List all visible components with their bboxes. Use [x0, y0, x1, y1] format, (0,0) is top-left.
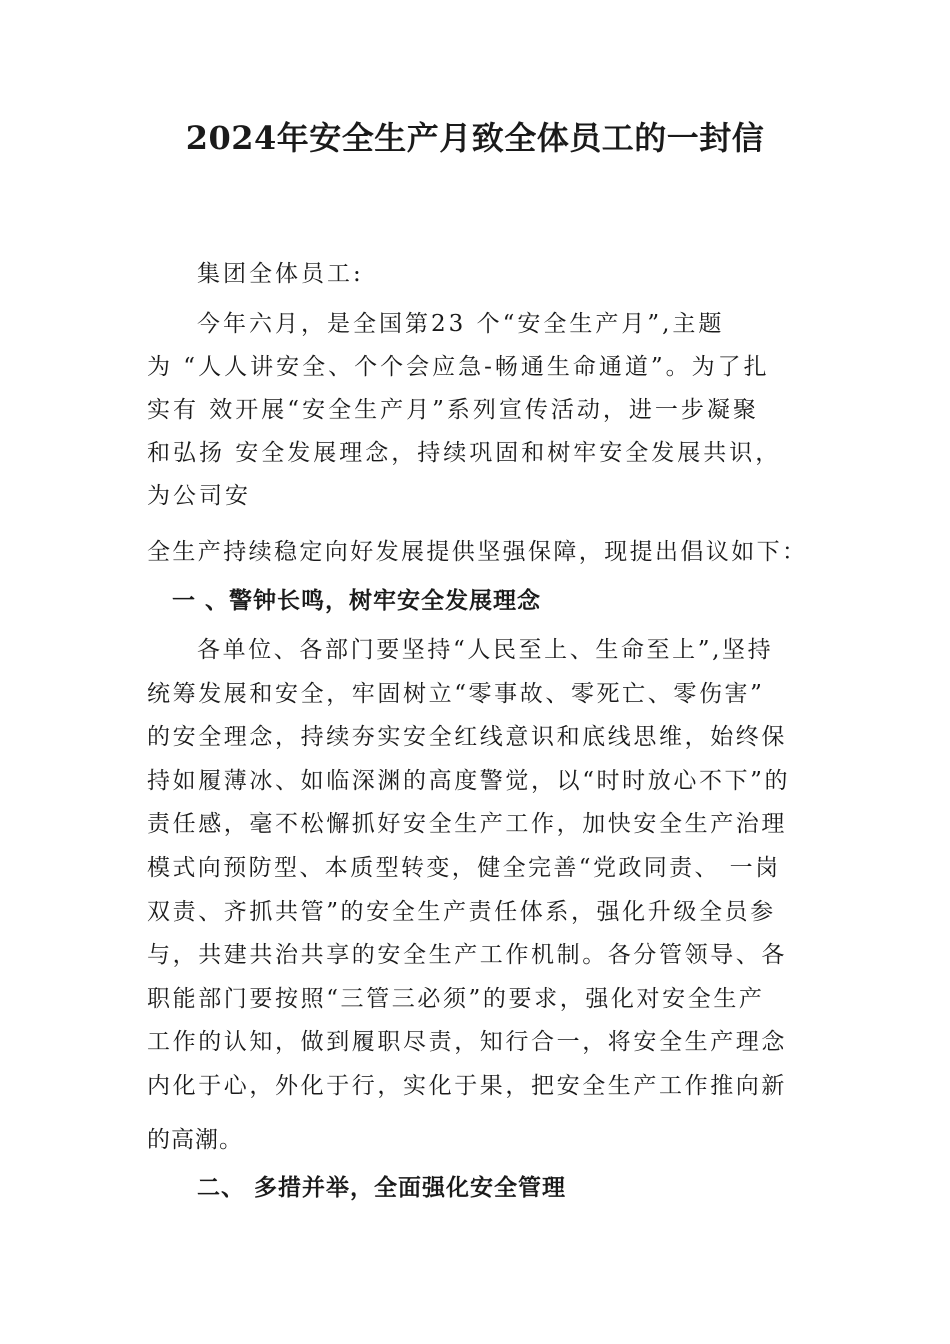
section-1-line: 工作的认知，做到履职尽责，知行合一，将安全生产理念 [147, 1029, 787, 1055]
intro-line: 全生产持续稳定向好发展提供坚强保障，现提出倡议如下： [147, 539, 808, 565]
section-1-line: 统筹发展和安全，牢固树立“零事故、零死亡、零伤害” [147, 681, 765, 707]
section-1-line: 职能部门要按照“三管三必须”的要求，强化对安全生产 [147, 986, 765, 1012]
intro-line: 为公司安 [147, 483, 251, 509]
document-title: 2024年安全生产月致全体员工的一封信 [185, 119, 765, 157]
section-1-line: 内化于心，外化于行，实化于果，把安全生产工作推向新 [147, 1073, 787, 1099]
section-1-line: 责任感，毫不松懈抓好安全生产工作，加快安全生产治理 [147, 811, 787, 837]
intro-line: 今年六月，是全国第23 个“安全生产月”,主题 [197, 311, 725, 337]
section-2-heading: 二、 多措并举，全面强化安全管理 [197, 1175, 567, 1201]
section-1-line: 持如履薄冰、如临深渊的高度警觉，以“时时放心不下”的 [147, 768, 791, 794]
section-1-line: 的高潮。 [147, 1127, 243, 1153]
section-1-line: 与，共建共治共享的安全生产工作机制。各分管领导、各 [147, 942, 787, 968]
section-1-heading: 一 、警钟长鸣，树牢安全发展理念 [172, 588, 542, 614]
section-1-line: 各单位、各部门要坚持“人民至上、生命至上”,坚持 [197, 637, 774, 663]
intro-line: 实有 效开展“安全生产月”系列宣传活动，进一步凝聚 [147, 397, 759, 423]
salutation: 集团全体员工: [197, 261, 364, 287]
section-1-line: 的安全理念，持续夯实安全红线意识和底线思维，始终保 [147, 724, 787, 750]
intro-line: 为 “人人讲安全、个个会应急-畅通生命通道”。为了扎 [147, 354, 770, 380]
section-1-line: 双责、齐抓共管”的安全生产责任体系，强化升级全员参 [147, 899, 776, 925]
intro-line: 和弘扬 安全发展理念，持续巩固和树牢安全发展共识， [147, 440, 782, 466]
section-1-line: 模式向预防型、本质型转变，健全完善“党政同责、 一岗 [147, 855, 781, 881]
